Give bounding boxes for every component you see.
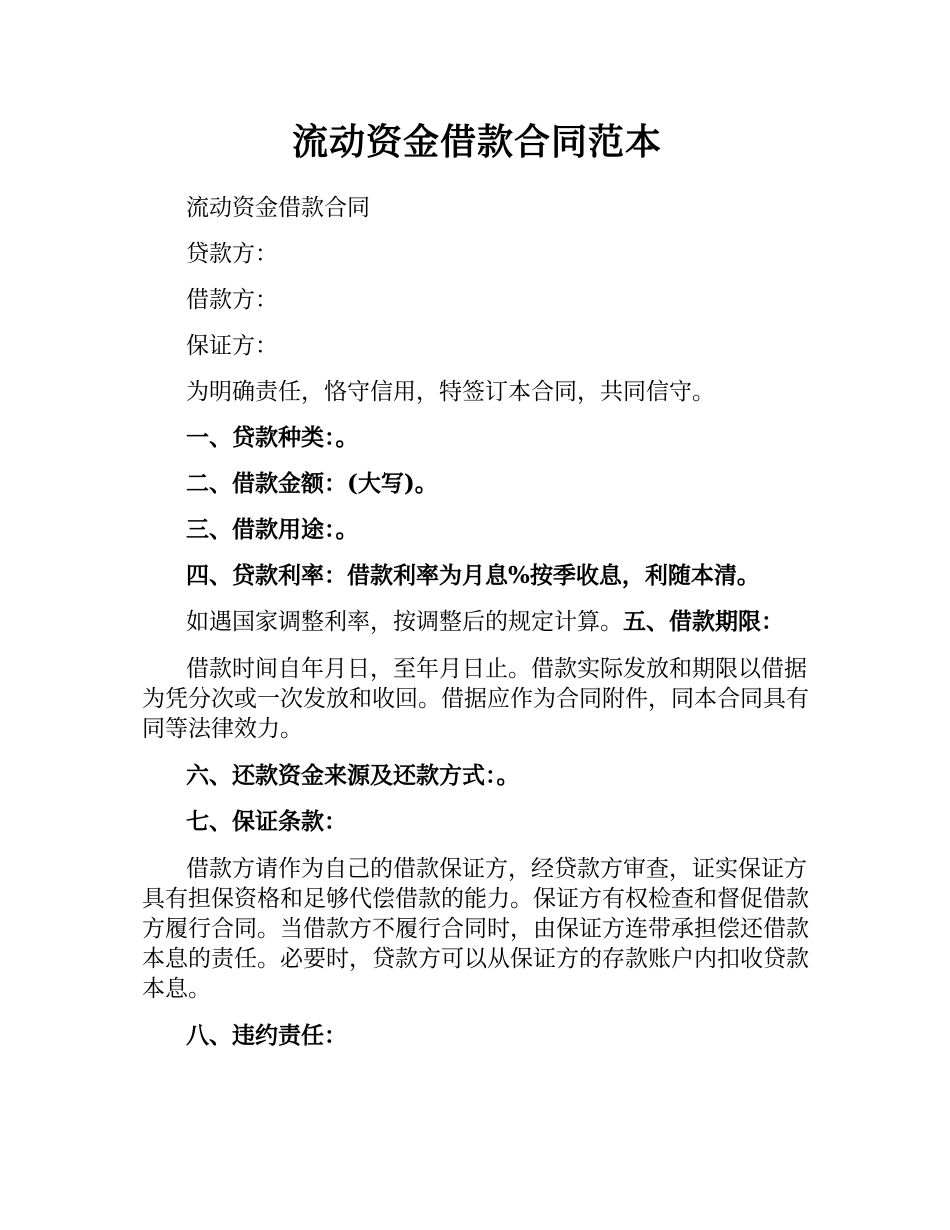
clause-1-loan-type: 一、贷款种类：。 bbox=[186, 424, 359, 451]
contract-subtitle: 流动资金借款合同 bbox=[186, 195, 370, 221]
lender-line: 贷款方： bbox=[186, 241, 278, 267]
document-title: 流动资金借款合同范本 bbox=[291, 121, 662, 163]
clause-8-heading: 八、违约责任： bbox=[186, 1022, 347, 1049]
clause-2-loan-amount: 二、借款金额：(大写)。 bbox=[186, 470, 438, 497]
clause-7-heading: 七、保证条款： bbox=[186, 808, 347, 835]
borrower-line: 借款方： bbox=[186, 287, 278, 313]
rate-adjustment-paragraph bbox=[142, 608, 812, 636]
clause-5-body: 借款时间自年月日，至年月日止。借款实际发放和期限以借据为凭分次或一次发放和收回。借据应作为合同附件，同本合同具有同等法律效力。 bbox=[142, 656, 809, 742]
clause-4-interest-rate: 四、贷款利率：借款利率为月息%按季收息，利随本清。 bbox=[186, 562, 760, 589]
clause-6-repayment: 六、还款资金来源及还款方式：。 bbox=[186, 762, 520, 789]
intro-paragraph: 为明确责任，恪守信用，特签订本合同，共同信守。 bbox=[186, 379, 715, 405]
clause-5-heading: 五、借款期限： bbox=[623, 608, 784, 635]
clause-7-body: 借款方请作为自己的借款保证方，经贷款方审查，证实保证方具有担保资格和足够代偿借款的能力。保证方有权检查和督促借款方履行合同。当借款方不履行合同时，由保证方连带承担偿还借款本息的责任。必要时，贷款方可以从保证方的存款账户内扣收贷款本息。 bbox=[142, 856, 809, 1002]
clause-3-loan-purpose: 三、借款用途：。 bbox=[186, 516, 359, 543]
rate-adjustment-text: 如遇国家调整利率，按调整后的规定计算。 bbox=[186, 609, 623, 635]
guarantor-line: 保证方： bbox=[186, 333, 278, 359]
